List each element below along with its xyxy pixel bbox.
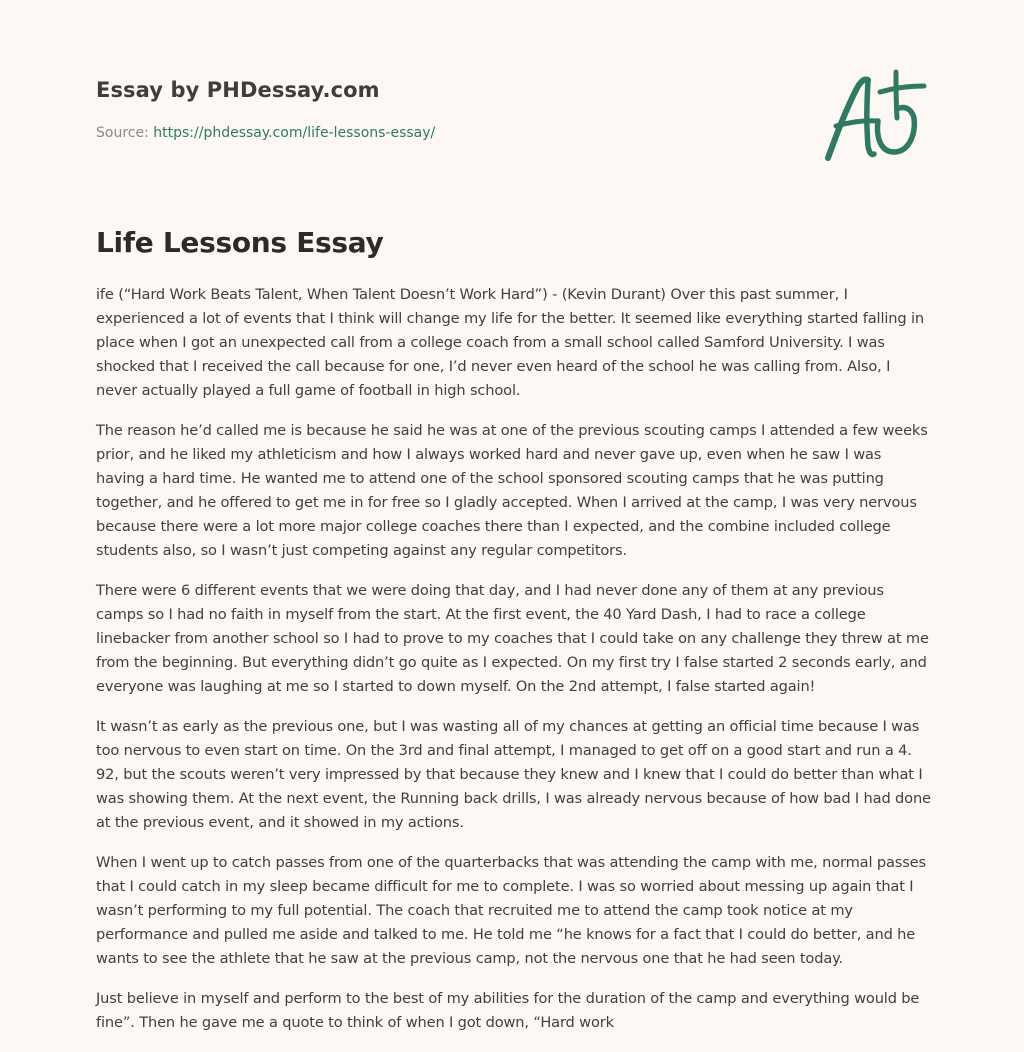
a-plus-logo-icon (822, 66, 930, 166)
essay-body (96, 283, 932, 1051)
essay-paragraph: There were 6 different events that we were doing that day, and I had never done any of them at any previous camps so I had no faith in myself from the start. At the first event, the 40 Yard Dash, I had to race a college linebacker from another school so I had to prove to my coaches that I could take on any challenge they threw at me from the beginning. But everything didn’t go quite as I expected. On my first try I false started 2 seconds early, and everyone was laughing at me so I started to down myself. On the 2nd attempt, I false started again! (96, 582, 929, 695)
essay-paragraph: Just believe in myself and perform to the best of my abilities for the duration of the camp and everything would be fine”. Then he gave me a quote to think of when I got down, “Hard work (96, 990, 920, 1031)
essay-title: Life Lessons Essay (96, 226, 384, 259)
page-header (96, 0, 928, 200)
site-brand: Essay by PHDessay.com (96, 78, 380, 102)
source-line (96, 125, 435, 141)
source-link[interactable]: https://phdessay.com/life-lessons-essay/ (153, 125, 436, 141)
source-label: Source: (96, 125, 154, 141)
essay-paragraph: The reason he’d called me is because he said he was at one of the previous scouting camps I attended a few weeks prior, and he liked my athleticism and how I always worked hard and never gave up, even when he saw I was having a hard time. He wanted me to attend one of the school sponsored scouting camps that he was putting together, and he offered to get me in for free so I gladly accepted. When I arrived at the camp, I was very nervous because there were a lot more major college coaches there than I expected, and the combine included college students also, so I wasn’t just competing against any regular competitors. (96, 422, 928, 559)
essay-paragraph: When I went up to catch passes from one of the quarterbacks that was attending the camp with me, normal passes that I could catch in my sleep became difficult for me to complete. I was so worried about messing up again that I wasn’t performing to my full potential. The coach that recruited me to attend the camp took notice at my performance and pulled me aside and talked to me. He told me “he knows for a fact that I could do better, and he wants to see the athlete that he saw at the previous camp, not the nervous one that he had seen today. (96, 854, 926, 967)
essay-paragraph: ife (“Hard Work Beats Talent, When Talent Doesn’t Work Hard”) - (Kevin Durant) Over this past summer, I experienced a lot of events that I think will change my life for the better. It seemed like everything started falling in place when I got an unexpected call from a college coach from a small school called Samford University. I was shocked that I received the call because for one, I’d never even heard of the school he was calling from. Also, I never actually played a full game of football in high school. (96, 286, 924, 399)
essay-paragraph: It wasn’t as early as the previous one, but I was wasting all of my chances at getting an official time because I was too nervous to even start on time. On the 3rd and final attempt, I managed to get off on a good start and run a 4. 92, but the scouts weren’t very impressed by that because they knew and I knew that I could do better than what I was showing them. At the next event, the Running back drills, I was already nervous because of how bad I had done at the previous event, and it showed in my actions. (96, 718, 931, 831)
